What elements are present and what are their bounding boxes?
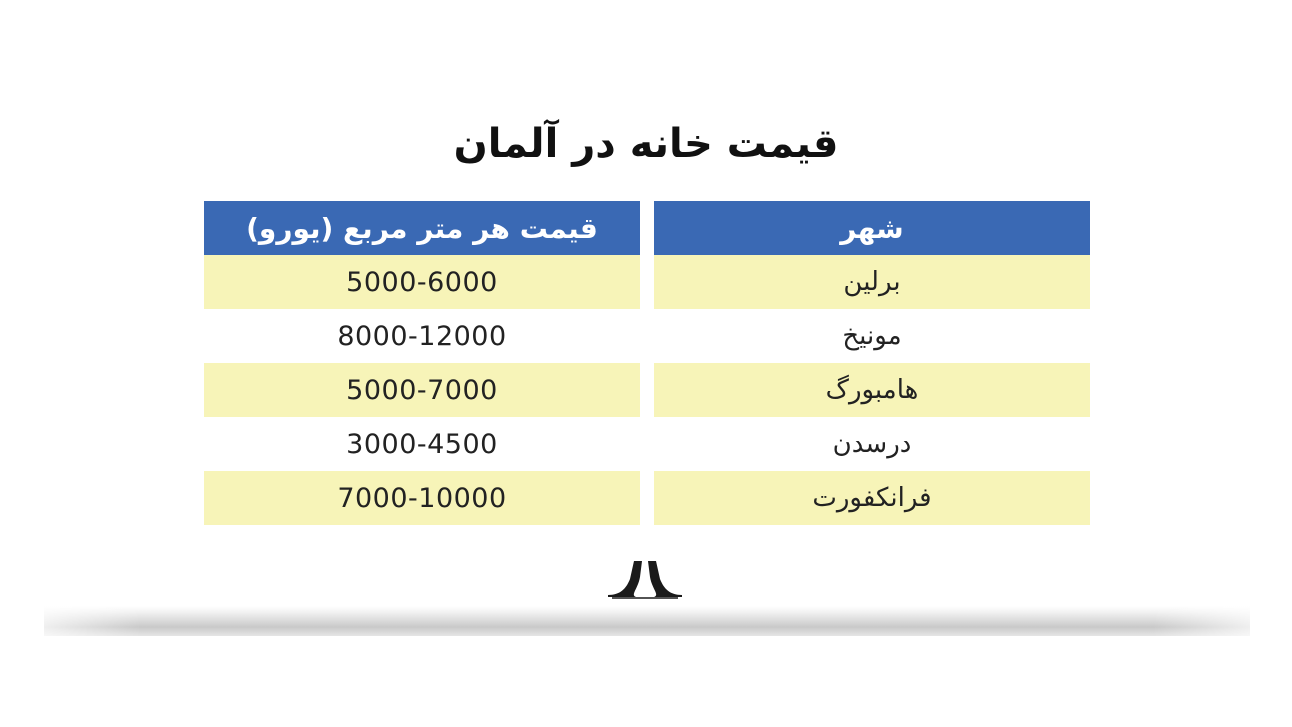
city-cell: مونیخ [654, 309, 1090, 363]
table-row [204, 417, 1090, 471]
price-cell: 5000-6000 [204, 255, 640, 309]
price-cell: 8000-12000 [204, 309, 640, 363]
page-title: قیمت خانه در آلمان [453, 121, 839, 167]
table-row [204, 471, 1090, 525]
brand-logo-icon [606, 555, 684, 601]
price-cell: 3000-4500 [204, 417, 640, 471]
column-header-price: قیمت هر متر مربع (یورو) [204, 201, 640, 255]
price-table [204, 201, 1090, 525]
city-cell: درسدن [654, 417, 1090, 471]
price-cell: 5000-7000 [204, 363, 640, 417]
city-cell: هامبورگ [654, 363, 1090, 417]
column-header-city: شهر [654, 201, 1090, 255]
table-row [204, 363, 1090, 417]
table-row [204, 309, 1090, 363]
price-cell: 7000-10000 [204, 471, 640, 525]
table-row [204, 255, 1090, 309]
city-cell: فرانکفورت [654, 471, 1090, 525]
footer-shadow [44, 606, 1250, 636]
city-cell: برلین [654, 255, 1090, 309]
table-header-row [204, 201, 1090, 255]
